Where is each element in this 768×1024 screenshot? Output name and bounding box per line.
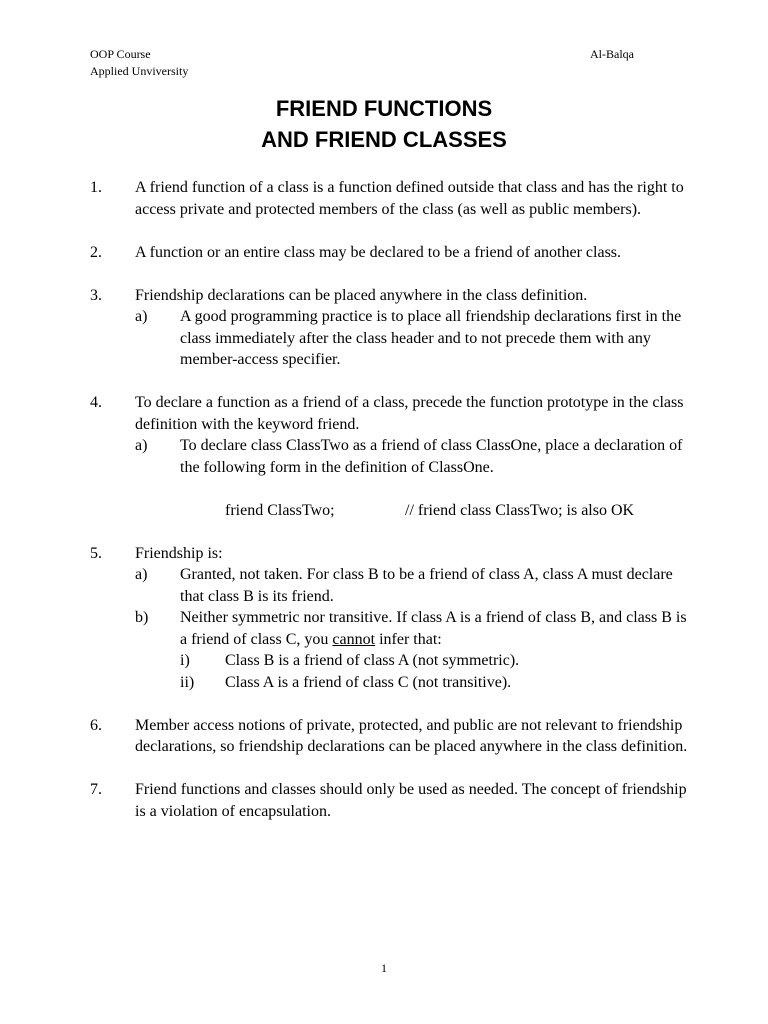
list-item: [90, 392, 690, 521]
header-left: [90, 46, 188, 80]
sub-item-label: a): [135, 437, 148, 454]
course-name: OOP Course: [90, 47, 151, 61]
list-item: [90, 715, 690, 758]
page-number: 1: [381, 961, 387, 975]
sub-sub-item-text: Class A is a friend of class C (not transitive).: [225, 673, 512, 691]
sub-item-text-after: infer that:: [375, 630, 442, 648]
item-text: Member access notions of private, protected, and public are not relevant to friendship declarations, so friendship declarations can be placed anywhere in the class definition.: [135, 716, 688, 755]
page-title: [0, 93, 768, 155]
title-line-1: FRIEND FUNCTIONS: [275, 96, 493, 121]
underlined-word: cannot: [332, 630, 376, 648]
item-number: 6.: [90, 716, 102, 734]
sub-item-text: To declare class ClassTwo as a friend of class ClassOne, place a declaration of the following form in the definition of ClassOne.: [180, 437, 683, 476]
sub-sub-item-label: i): [180, 652, 190, 669]
sub-sub-item: [180, 650, 690, 672]
item-text: To declare a function as a friend of a class, precede the function prototype in the class definition with the keyword friend.: [135, 394, 684, 433]
sub-item: [135, 564, 690, 607]
university-name: Applied Unviversity: [90, 64, 189, 78]
list-item: [90, 177, 690, 220]
header-right: Al-Balqa: [590, 47, 634, 61]
sub-item: [135, 306, 690, 371]
item-list: [90, 177, 690, 844]
code-comment: // friend class ClassTwo; is also OK: [405, 501, 635, 519]
list-item: [90, 285, 690, 371]
code-statement: friend ClassTwo;: [225, 501, 335, 519]
sub-item-text-before: Neither symmetric nor transitive. If class A is a friend of class B, and class B is a friend of class C, you: [180, 609, 687, 648]
item-number: 4.: [90, 394, 102, 411]
item-number: 7.: [90, 781, 102, 798]
sub-sub-item-text: Class B is a friend of class A (not symmetric).: [225, 652, 520, 669]
item-number: 1.: [90, 179, 102, 196]
item-number: 2.: [90, 243, 102, 261]
sub-item: [135, 435, 690, 521]
item-number: 3.: [90, 286, 102, 304]
item-text: A function or an entire class may be declared to be a friend of another class.: [135, 243, 622, 261]
sub-sub-item-label: ii): [180, 673, 195, 691]
list-item: [90, 779, 690, 822]
sub-item-label: a): [135, 566, 148, 583]
item-text: Friend functions and classes should only be used as needed. The concept of friendship is a violation of encapsulation.: [135, 781, 687, 820]
item-text: Friendship declarations can be placed anywhere in the class definition.: [135, 286, 588, 304]
item-number: 5.: [90, 544, 102, 562]
item-text: A friend function of a class is a function defined outside that class and has the right to access private and protected members of the class (as well as public members).: [135, 179, 684, 218]
list-item: [90, 543, 690, 694]
list-item: [90, 242, 690, 264]
sub-item-text: [180, 607, 690, 650]
sub-item: [135, 607, 690, 693]
code-example: [180, 500, 690, 522]
sub-item-label: a): [135, 308, 148, 325]
item-text: Friendship is:: [135, 544, 223, 562]
sub-item-text: A good programming practice is to place all friendship declarations first in the class immediately after the class header and to not precede them with any member-access specifier.: [180, 308, 682, 368]
title-line-2: AND FRIEND CLASSES: [261, 127, 507, 152]
sub-item-text: Granted, not taken. For class B to be a friend of class A, class A must declare that class B is its friend.: [180, 566, 673, 605]
sub-sub-item: [180, 672, 690, 694]
sub-item-label: b): [135, 609, 149, 626]
